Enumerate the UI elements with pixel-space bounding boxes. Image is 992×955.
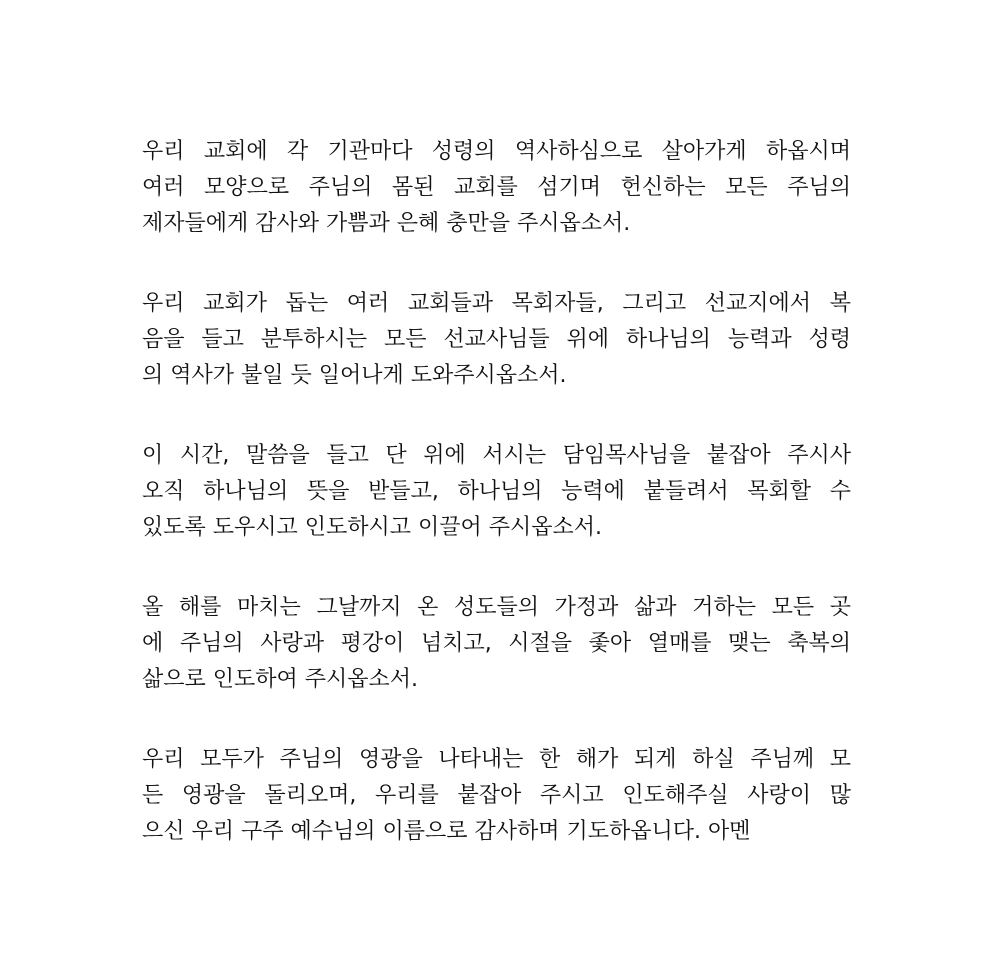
paragraph-4: [142, 590, 851, 698]
text-line: 올 해를 마치는 그날까지 온 성도들의 가정과 삶과 거하는 모든 곳: [142, 595, 851, 620]
text-line: 삶으로 인도하여 주시옵소서.: [142, 667, 419, 692]
paragraph-1: [142, 134, 851, 242]
text-line: 이 시간, 말씀을 들고 단 위에 서시는 담임목사님을 붙잡아 주시사: [142, 443, 851, 468]
text-line: 있도록 도우시고 인도하시고 이끌어 주시옵소서.: [142, 515, 603, 540]
text-line: 으신 우리 구주 예수님의 이름으로 감사하며 기도하옵니다. 아멘: [142, 819, 751, 844]
text-line: 우리 교회에 각 기관마다 성령의 역사하심으로 살아가게 하옵시며: [142, 139, 851, 164]
text-line: 우리 교회가 돕는 여러 교회들과 목회자들, 그리고 선교지에서 복: [142, 291, 851, 316]
text-line: 오직 하나님의 뜻을 받들고, 하나님의 능력에 붙들려서 목회할 수: [142, 479, 851, 504]
text-line: 여러 모양으로 주님의 몸된 교회를 섬기며 헌신하는 모든 주님의: [142, 175, 851, 200]
text-line: 음을 들고 분투하시는 모든 선교사님들 위에 하나님의 능력과 성령: [142, 327, 851, 352]
text-line: 든 영광을 돌리오며, 우리를 붙잡아 주시고 인도해주실 사랑이 많: [142, 783, 851, 808]
paragraph-2: [142, 286, 851, 394]
text-line: 제자들에게 감사와 가쁨과 은혜 충만을 주시옵소서.: [142, 211, 631, 236]
paragraph-5: [142, 742, 851, 850]
text-line: 우리 모두가 주님의 영광을 나타내는 한 해가 되게 하실 주님께 모: [142, 747, 851, 772]
text-line: 에 주님의 사랑과 평강이 넘치고, 시절을 좇아 열매를 맺는 축복의: [142, 631, 851, 656]
paragraph-3: [142, 438, 851, 546]
text-line: 의 역사가 불일 듯 일어나게 도와주시옵소서.: [142, 363, 567, 388]
prayer-text-body: [142, 134, 851, 894]
